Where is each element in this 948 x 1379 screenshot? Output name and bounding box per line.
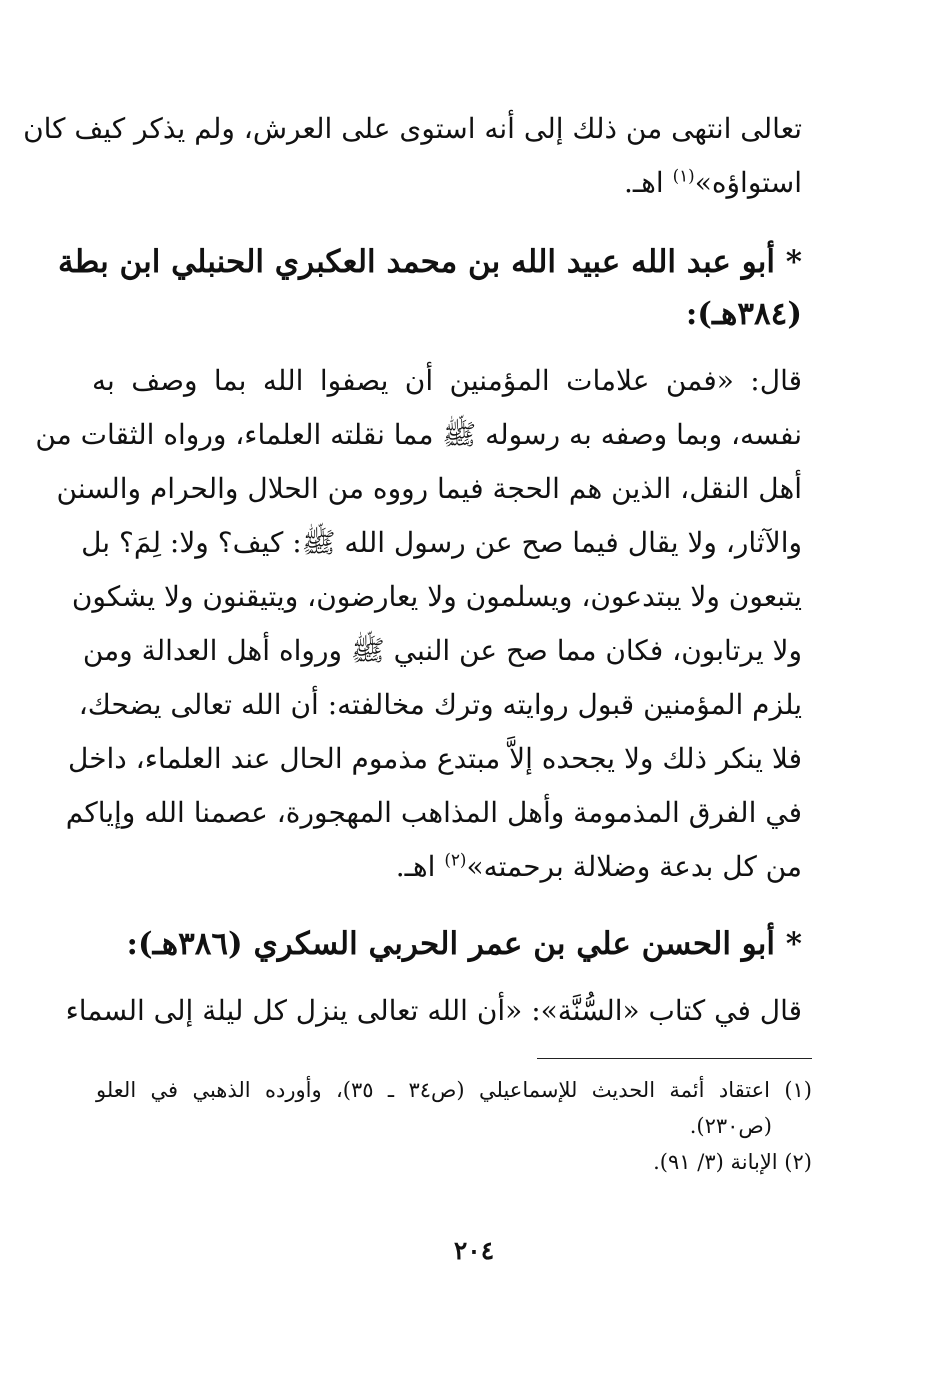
text-line: والآثار، ولا يقال فيما صح عن رسول الله ﷺ: كيف؟ ولا: لِمَ؟ بل <box>81 526 802 559</box>
footnote-ref: (٢) <box>444 849 467 870</box>
text-line: ولا يرتابون، فكان مما صح عن النبي ﷺ ورواه أهل العدالة ومن <box>82 634 802 667</box>
heading-line: (٣٨٤هـ): <box>685 296 802 332</box>
text-line: يتبعون ولا يبتدعون، ويسلمون ولا يعارضون، ويتيقنون ولا يشكون <box>71 580 802 613</box>
text-line: يلزم المؤمنين قبول روايته وترك مخالفته: أن الله تعالى يضحك، <box>78 688 802 721</box>
al-sukkari-quote-paragraph <box>65 984 802 1038</box>
text-line: فلا ينكر ذلك ولا يجحده إلاَّ مبتدع مذموم الحال عند العلماء، داخل <box>68 742 802 775</box>
text-line: من كل بدعة وضلالة برحمته»$^{(٢)}$ اهـ. <box>395 849 802 883</box>
heading-line: * أبو الحسن علي بن عمر الحربي السكري (٣٨٦هـ): <box>126 926 802 962</box>
heading-line: * أبو عبد الله عبيد الله بن محمد العكبري الحنبلي ابن بطة <box>58 244 802 280</box>
footnote-1: (١) اعتقاد أئمة الحديث للإسماعيلي (ص٣٤ ـ ٣٥)، وأورده الذهبي في العلو <box>96 1078 812 1102</box>
footnote-1-continued: (ص٢٣٠). <box>689 1114 772 1138</box>
page-number: ٢٠٤ <box>453 1236 495 1265</box>
footnote-2: (٢) الإبانة (٣/ ٩١). <box>653 1150 812 1174</box>
footnote-divider <box>537 1058 812 1059</box>
text-line: نفسه، وبما وصفه به رسوله ﷺ مما نقلته العلماء، ورواه الثقات من <box>35 418 802 451</box>
text-line: تعالى انتهى من ذلك إلى أنه استوى على العرش، ولم يذكر كيف كان <box>23 112 802 145</box>
text-line: قال: «فمن علامات المؤمنين أن يصفوا الله بما وصف به <box>92 364 802 397</box>
text-line: استواؤه»$^{(١)}$ اهـ. <box>624 165 802 199</box>
text-line: أهل النقل، الذين هم الحجة فيما رووه من الحلال والحرام والسنن <box>56 472 802 505</box>
text-line: في الفرق المذمومة وأهل المذاهب المهجورة، عصمنا الله وإياكم <box>65 796 802 829</box>
section-heading-ibn-batta <box>58 236 802 340</box>
section-heading-al-sukkari <box>92 918 802 970</box>
continued-quote-paragraph <box>23 102 802 210</box>
ibn-batta-quote-paragraph <box>35 354 802 894</box>
text-line: قال في كتاب «السُّنَّة»: «أن الله تعالى ينزل كل ليلة إلى السماء <box>65 994 802 1027</box>
footnotes <box>96 1072 812 1180</box>
footnote-ref: (١) <box>672 165 695 186</box>
